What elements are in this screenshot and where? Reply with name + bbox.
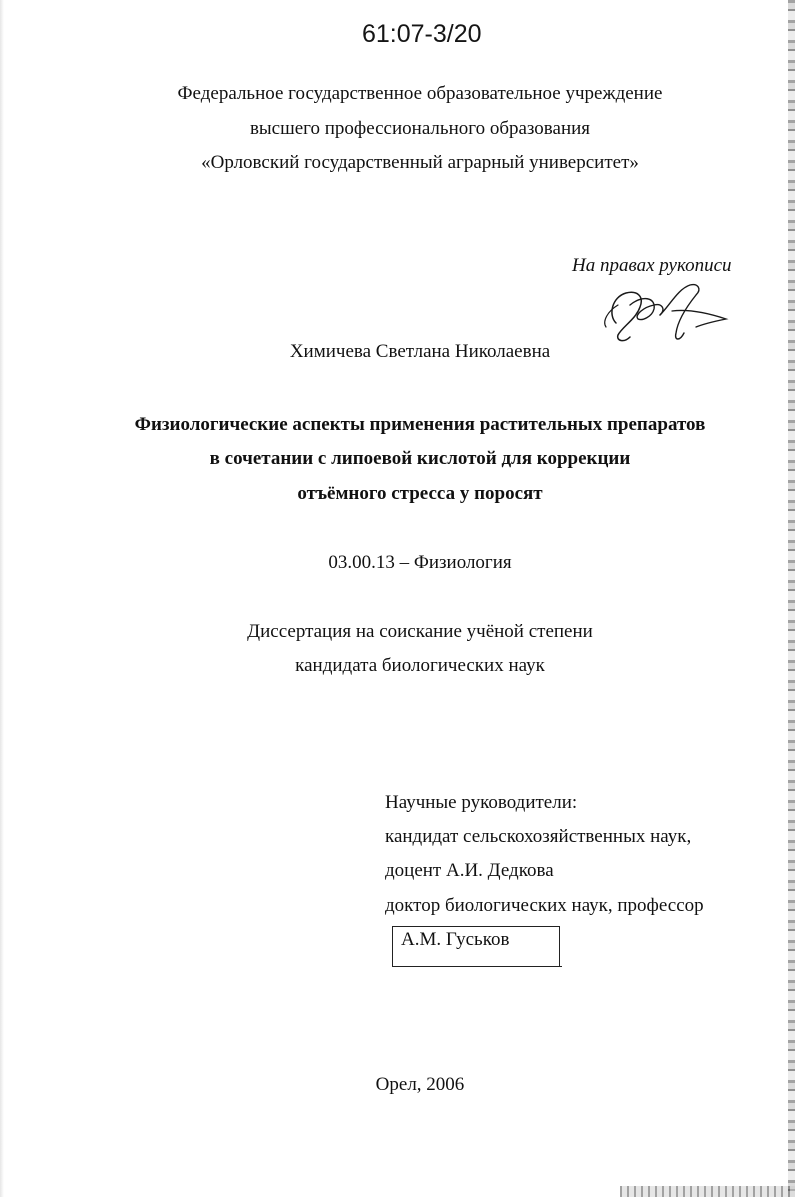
rights-note: На правах рукописи bbox=[572, 255, 732, 276]
supervisor-line-2: доцент А.И. Дедкова bbox=[385, 860, 554, 881]
title-line-1: Физиологические аспекты применения растительных препаратов bbox=[134, 414, 706, 435]
boxed-supervisor-name bbox=[392, 926, 560, 966]
degree-line-1: Диссертация на соискание учёной степени bbox=[247, 621, 593, 642]
author-name: Химичева Светлана Николаевна bbox=[289, 341, 551, 362]
institution-line-3: «Орловский государственный аграрный университет» bbox=[201, 152, 639, 173]
scan-edge-bottom bbox=[620, 1186, 795, 1197]
boxed-name-underline bbox=[392, 966, 562, 967]
supervisors-heading: Научные руководители: bbox=[385, 792, 578, 813]
institution-line-2: высшего профессионального образования bbox=[249, 118, 591, 139]
scan-edge-right bbox=[788, 0, 795, 1197]
institution-line-1: Федеральное государственное образовательное учреждение bbox=[177, 83, 663, 104]
document-code: 61:07-3/20 bbox=[362, 20, 482, 48]
boxed-name-text: А.М. Гуськов bbox=[401, 929, 510, 950]
specialty: 03.00.13 – Физиология bbox=[328, 552, 512, 573]
supervisor-line-1: кандидат сельскохозяйственных наук, bbox=[385, 826, 692, 847]
degree-line-2: кандидата биологических наук bbox=[295, 655, 545, 676]
supervisor-line-3: доктор биологических наук, профессор bbox=[385, 895, 704, 916]
title-line-2: в сочетании с липоевой кислотой для коррекции bbox=[209, 448, 631, 469]
scan-edge-left bbox=[0, 0, 4, 1197]
place-and-year: Орел, 2006 bbox=[375, 1074, 465, 1095]
handwritten-signature bbox=[598, 275, 732, 347]
title-line-3: отъёмного стресса у поросят bbox=[297, 483, 543, 504]
